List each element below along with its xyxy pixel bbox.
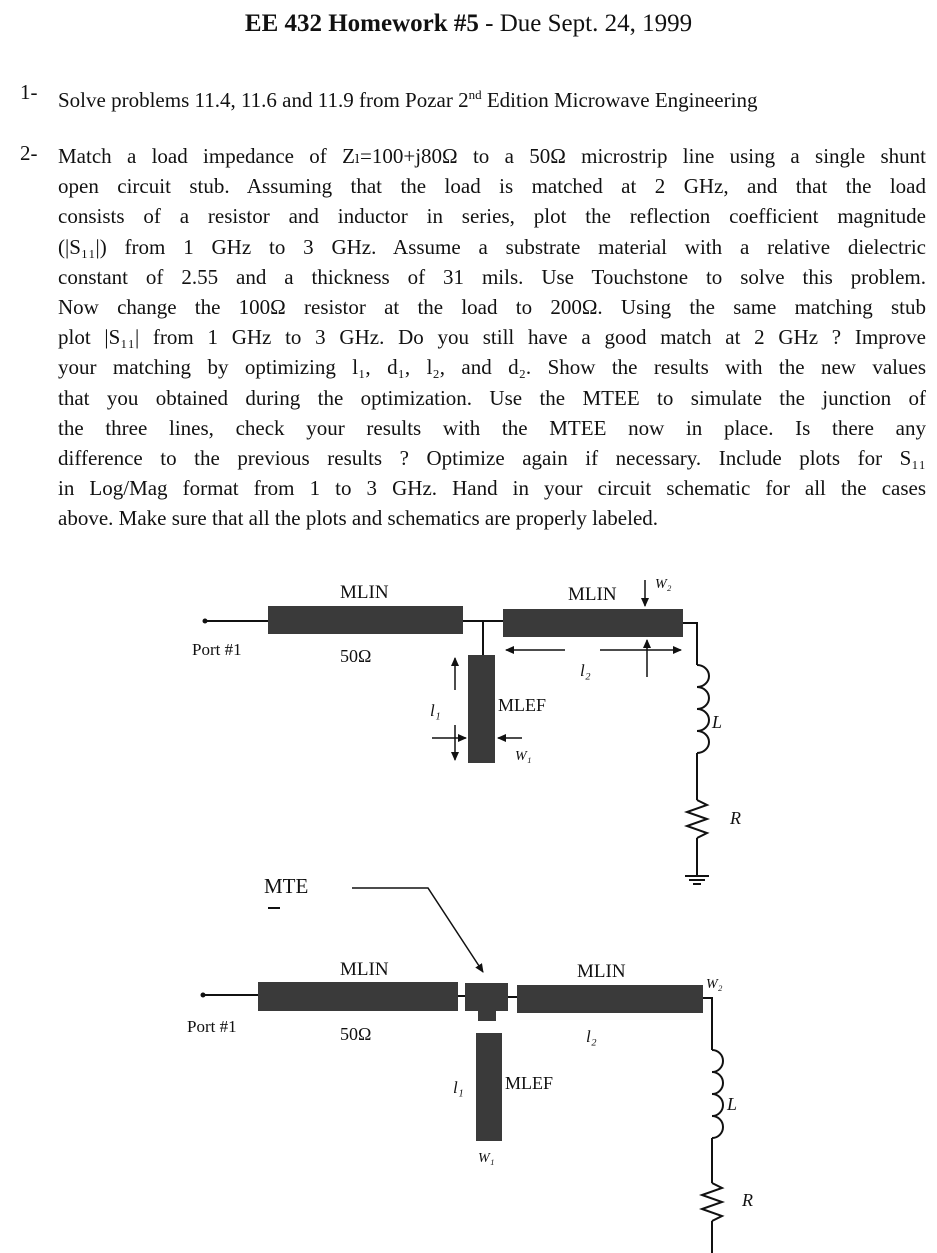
problem-2-line: above. Make sure that all the plots and schematics are properly labeled. xyxy=(58,506,659,531)
impedance-label: 50Ω xyxy=(340,646,372,666)
inductor-label: L xyxy=(727,1094,738,1114)
problem-2-line: constant of 2.55 and a thickness of 31 mils. Use Touchstone to solve this problem. xyxy=(58,264,926,289)
mlin-left-trace xyxy=(268,606,463,634)
l2-label: l₂ xyxy=(580,661,591,680)
w2-label: W₂ xyxy=(655,577,672,592)
problem-1-number: 1- xyxy=(20,80,38,104)
problem-2-line: consists of a resistor and inductor in series, plot the reflection coefficient magnitude xyxy=(58,204,926,229)
problem-2-line: difference to the previous results ? Optimize again if necessary. Include plots for S₁₁ xyxy=(58,446,926,471)
problem-2-line: Match a load impedance of Zₗ=100+j80Ω to a 50Ω microstrip line using a single shunt xyxy=(58,144,926,168)
resistor-symbol xyxy=(687,800,707,838)
mlin-left-label: MLIN xyxy=(340,959,389,980)
inductor-symbol xyxy=(697,665,709,753)
title-due-date: - Due Sept. 24, 1999 xyxy=(478,10,693,37)
inductor-label: L xyxy=(712,712,723,732)
problem-2-line: Now change the 100Ω resistor at the load to 200Ω. Using the same matching stub xyxy=(58,295,926,320)
problem-2-line: (|S₁₁|) from 1 GHz to 3 GHz. Assume a substrate material with a relative dielectric xyxy=(58,234,926,259)
l1-label: l₁ xyxy=(453,1078,464,1097)
resistor-label: R xyxy=(742,1190,753,1210)
w1-label: W₁ xyxy=(478,1151,495,1166)
mlin-left-trace xyxy=(258,982,458,1011)
port-terminal xyxy=(203,619,208,624)
mlef-label: MLEF xyxy=(505,1073,554,1093)
problem-2-line: in Log/Mag format from 1 to 3 GHz. Hand in your circuit schematic for all the cases xyxy=(58,476,926,501)
mtee-label: MTE xyxy=(264,874,309,898)
l2-label: l₂ xyxy=(586,1027,597,1046)
problem-2-line: open circuit stub. Assuming that the load is matched at 2 GHz, and that the load xyxy=(58,174,926,199)
problem-1-sup: nd xyxy=(468,87,482,102)
problem-2-line: that you obtained during the optimization. Use the MTEE to simulate the junction of xyxy=(58,385,926,410)
problem-1-text-a: Solve problems 11.4, 11.6 and 11.9 from Pozar 2 xyxy=(58,88,469,112)
resistor-label: R xyxy=(730,808,741,828)
inductor-symbol xyxy=(712,1050,723,1138)
problem-2-line: plot |S₁₁| from 1 GHz to 3 GHz. Do you still have a good match at 2 GHz ? Improve xyxy=(58,325,926,350)
w1-label: W₁ xyxy=(515,749,532,764)
mtee-junction-block xyxy=(465,983,508,1011)
impedance-label: 50Ω xyxy=(340,1024,372,1044)
schematic-1 xyxy=(192,577,741,884)
problem-2-line: your matching by optimizing l₁, d₁, l₂, and d₂. Show the results with the new values xyxy=(58,355,926,380)
port-label: Port #1 xyxy=(187,1017,237,1036)
problem-2-number: 2- xyxy=(20,141,38,165)
port-label: Port #1 xyxy=(192,640,242,659)
title-course: EE 432 Homework #5 xyxy=(244,10,479,37)
mlin-right-trace xyxy=(517,985,703,1013)
mlef-label: MLEF xyxy=(498,695,547,715)
load-wire xyxy=(703,998,712,1050)
mtee-stub-neck xyxy=(478,1011,496,1021)
load-wire xyxy=(683,623,697,665)
mlef-stub-trace xyxy=(468,655,495,763)
problem-1-text-b: Edition Microwave Engineering xyxy=(481,88,758,112)
mlin-left-label: MLIN xyxy=(340,582,389,603)
w2-label: W₂ xyxy=(706,977,723,992)
resistor-symbol xyxy=(702,1183,722,1221)
schematic-2 xyxy=(187,874,753,1253)
mlin-right-label: MLIN xyxy=(577,961,626,982)
mlin-right-label: MLIN xyxy=(568,584,617,605)
port-terminal xyxy=(201,993,206,998)
problem-2-line: the three lines, check your results with the MTEE now in place. Is there any xyxy=(58,415,926,440)
mlin-right-trace xyxy=(503,609,683,637)
mlef-stub-trace xyxy=(476,1033,502,1141)
l1-label: l₁ xyxy=(430,701,441,720)
